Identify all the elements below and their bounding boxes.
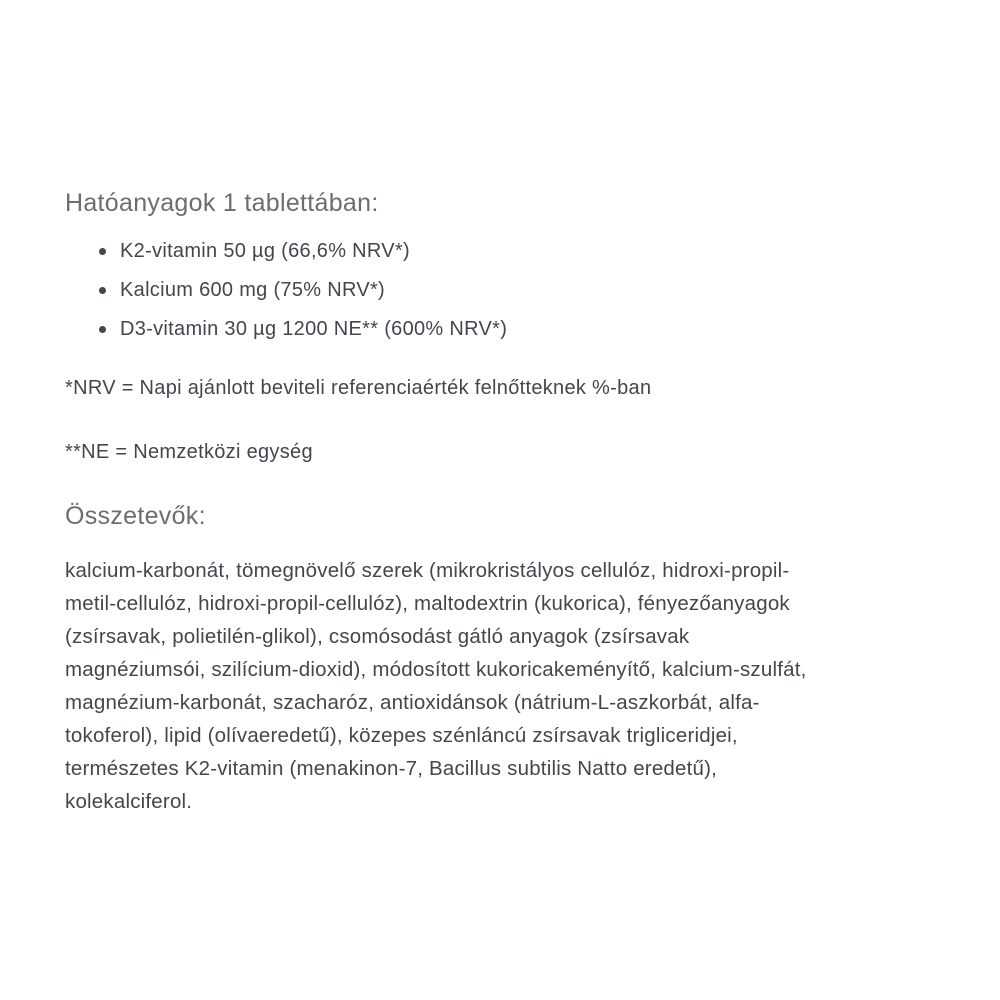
ingredients-line: tokoferol), lipid (olívaeredetű), közepes szénláncú zsírsavak trigliceridjei, [65, 724, 738, 747]
ne-footnote: **NE = Nemzetközi egység [65, 441, 313, 463]
active-ingredient-item [120, 271, 933, 310]
ingredients-line: természetes K2-vitamin (menakinon-7, Bacillus subtilis Natto eredetű), [65, 757, 718, 780]
bullet-icon [99, 287, 106, 294]
ingredients-line: magnézium-karbonát, szacharóz, antioxidánsok (nátrium-L-aszkorbát, alfa- [65, 691, 760, 714]
ingredients-line: kalcium-karbonát, tömegnövelő szerek (mikrokristályos cellulóz, hidroxi-propil- [65, 559, 790, 582]
ingredients-line: (zsírsavak, polietilén-glikol), csomósodást gátló anyagok (zsírsavak [65, 625, 690, 648]
ingredients-paragraph [65, 554, 933, 818]
ingredients-line: metil-cellulóz, hidroxi-propil-cellulóz), maltodextrin (kukorica), fényezőanyagok [65, 592, 790, 615]
active-ingredients-heading: Hatóanyagok 1 tablettában: [65, 189, 379, 217]
product-info-section [65, 188, 933, 818]
active-ingredients-list [65, 232, 933, 349]
active-ingredient-label: K2-vitamin 50 µg (66,6% NRV*) [120, 240, 410, 262]
active-ingredient-label: Kalcium 600 mg (75% NRV*) [120, 279, 386, 301]
nrv-footnote: *NRV = Napi ajánlott beviteli referenciaérték felnőtteknek %-ban [65, 377, 652, 399]
active-ingredient-item [120, 310, 933, 349]
bullet-icon [99, 248, 106, 255]
active-ingredient-item [120, 232, 933, 271]
ingredients-line: magnéziumsói, szilícium-dioxid), módosított kukoricakeményítő, kalcium-szulfát, [65, 658, 807, 681]
active-ingredient-label: D3-vitamin 30 µg 1200 NE** (600% NRV*) [120, 318, 508, 340]
ingredients-line: kolekalciferol. [65, 790, 193, 813]
ingredients-heading: Összetevők: [65, 502, 206, 530]
bullet-icon [99, 326, 106, 333]
